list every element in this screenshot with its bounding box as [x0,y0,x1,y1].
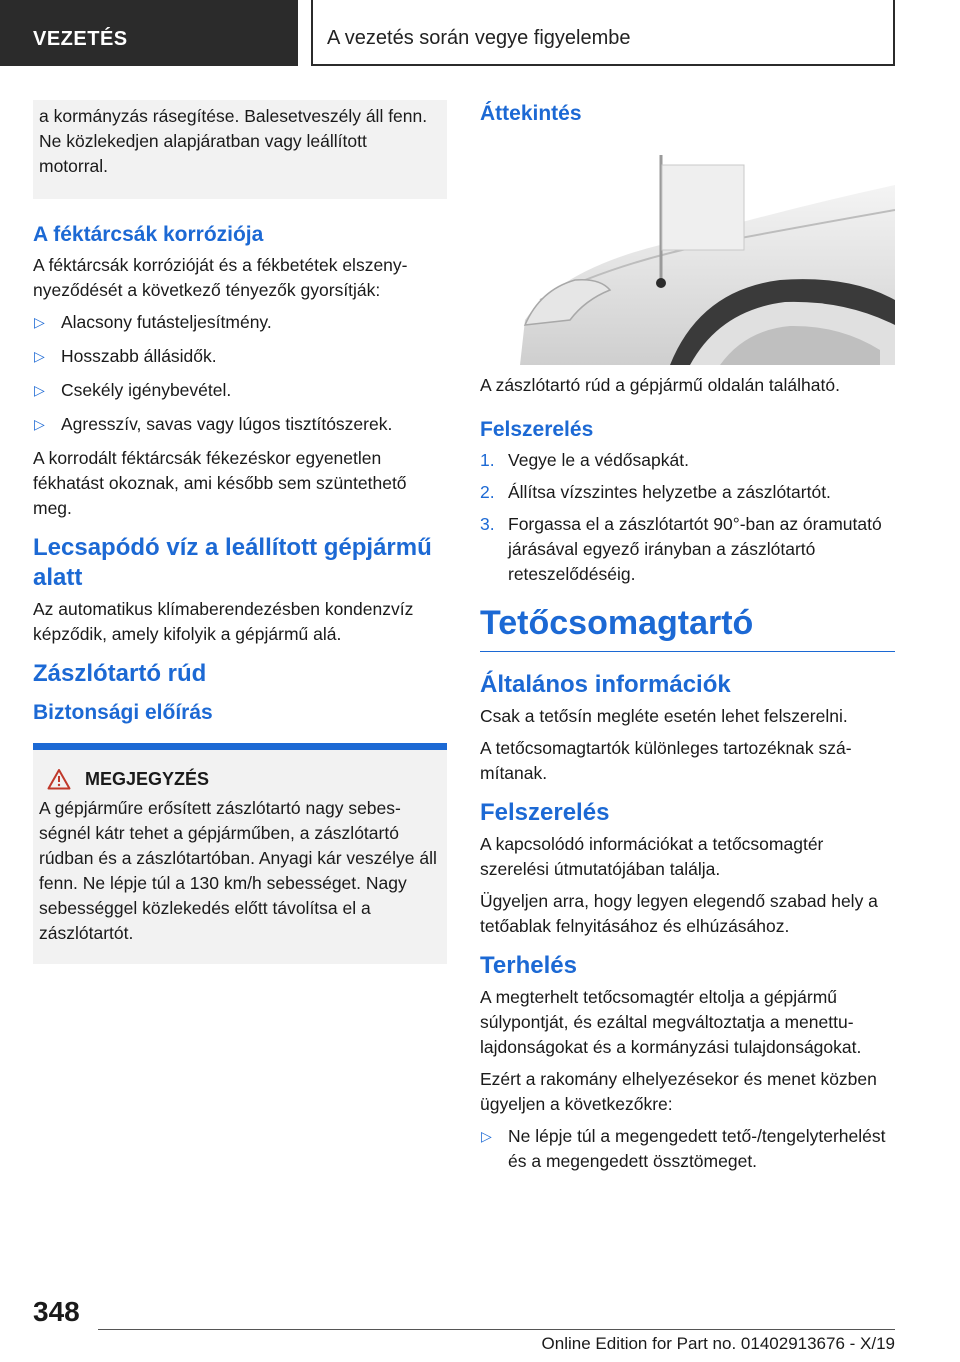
load-heading: Terhelés [480,952,577,979]
list-item: 3. Forgassa el a zászlótartót 90°-ban az óramutató járásával egyező irányban a zászlótartó reteszelődéséig. [480,514,882,584]
brake-heading: A féktárcsák korróziója [33,223,264,246]
load-list [480,1124,895,1174]
flag-holder-illustration [480,150,895,365]
load-text-2: Ezért a rakomány elhelyezésekor és menet közben ügyeljen a következőkre: [480,1069,877,1114]
triangle-bullet-icon: ▷ [34,348,45,364]
list-item: 1. Vegye le a védősapkát. [480,450,689,470]
intro-text: a kormányzás rásegítése. Balesetveszély áll fenn. Ne közlekedjen alapjáratban vagy leállított motorral. [39,106,428,176]
page-number: 348 [33,1296,80,1327]
load-text-1: A megterhelt tetőcsomagtér eltolja a gépjármű súlypontját, és ezáltal megváltoztatja a menettulajdonságokat és a kormányzási tulajdonságokat. [480,987,862,1057]
overview-heading: Áttekintés [480,102,582,125]
flag-heading: Zászlótartó rúd [33,660,207,687]
notice-bar [33,743,447,750]
edition-text: Online Edition for Part no. 01402913676 - X/19 [541,1334,895,1353]
safety-heading: Biztonsági előírás [33,701,213,724]
chapter-title: A vezetés során vegye figyelembe [311,0,895,66]
continued-warning-box [33,100,447,199]
list-item: ▷ Agresszív, savas vagy lúgos tisztítószerek. [33,412,447,437]
brake-after-text: A korrodált féktárcsák fékezéskor egyenetlen fékhatást okoznak, ami később sem szüntethető meg. [33,448,407,518]
left-column [33,100,447,964]
brake-text: A féktárcsák korrózióját és a fékbetétek elszenynyeződését a következő tényezők gyorsítják: [33,255,408,300]
footer-divider [98,1329,895,1330]
mount-steps [480,448,895,587]
list-item: ▷ Hosszabb állásidők. [33,344,447,369]
right-column [480,100,895,1183]
water-text: Az automatikus klímaberendezésben kondenzvíz képződik, amely kifolyik a gépjármű alá. [33,599,414,644]
notice-header [39,768,437,790]
general-info-heading: Általános információk [480,671,731,698]
notice-text: A gépjárműre erősített zászlótartó nagy sebességnél kátr tehet a gépjárműben, a zászlótartó rúdban és a zászlótartóban. Anyagi kár veszélye áll fenn. Ne lépje túl a 130 km/h sebességet. Nagy sebességgel közlekedés előtt távolítsa el a zászlótartót. [39,798,437,943]
mount2-text-1: A kapcsolódó információkat a tetőcsomagtér szerelési útmutatójában találja. [480,834,824,879]
page-header [0,0,960,66]
notice-label: MEGJEGYZÉS [85,768,210,789]
notice-box [33,750,447,964]
triangle-bullet-icon: ▷ [34,416,45,432]
list-item: ▷ Csekély igénybevétel. [33,378,447,403]
general-text-1: Csak a tetősín megléte esetén lehet felszerelni. [480,706,848,726]
section-tab: VEZETÉS [0,0,298,66]
mount2-text-2: Ügyeljen arra, hogy legyen elegendő szabad hely a tetőablak felnyitásához és elhúzásához. [480,891,878,936]
list-item: ▷ Alacsony futásteljesítmény. [33,310,447,335]
triangle-bullet-icon: ▷ [34,314,45,330]
roof-rack-heading: Tetőcsomagtartó [480,603,895,652]
warning-triangle-icon [47,768,71,790]
mount2-heading: Felszerelés [480,799,610,826]
general-text-2: A tetőcsomagtartók különleges tartozéknak számítanak. [480,738,852,783]
list-item: ▷ Ne lépje túl a megengedett tető-/tengelyterhelést és a megengedett össztömeget. [481,1126,886,1171]
water-heading: Lecsapódó víz a leállított gépjármű alatt [33,534,432,591]
triangle-bullet-icon: ▷ [34,382,45,398]
triangle-bullet-icon: ▷ [481,1128,492,1144]
illustration-caption: A zászlótartó rúd a gépjármű oldalán található. [480,375,840,395]
brake-list [33,310,447,437]
mount-heading: Felszerelés [480,418,594,441]
list-item: 2. Állítsa vízszintes helyzetbe a zászlótartót. [480,482,831,502]
